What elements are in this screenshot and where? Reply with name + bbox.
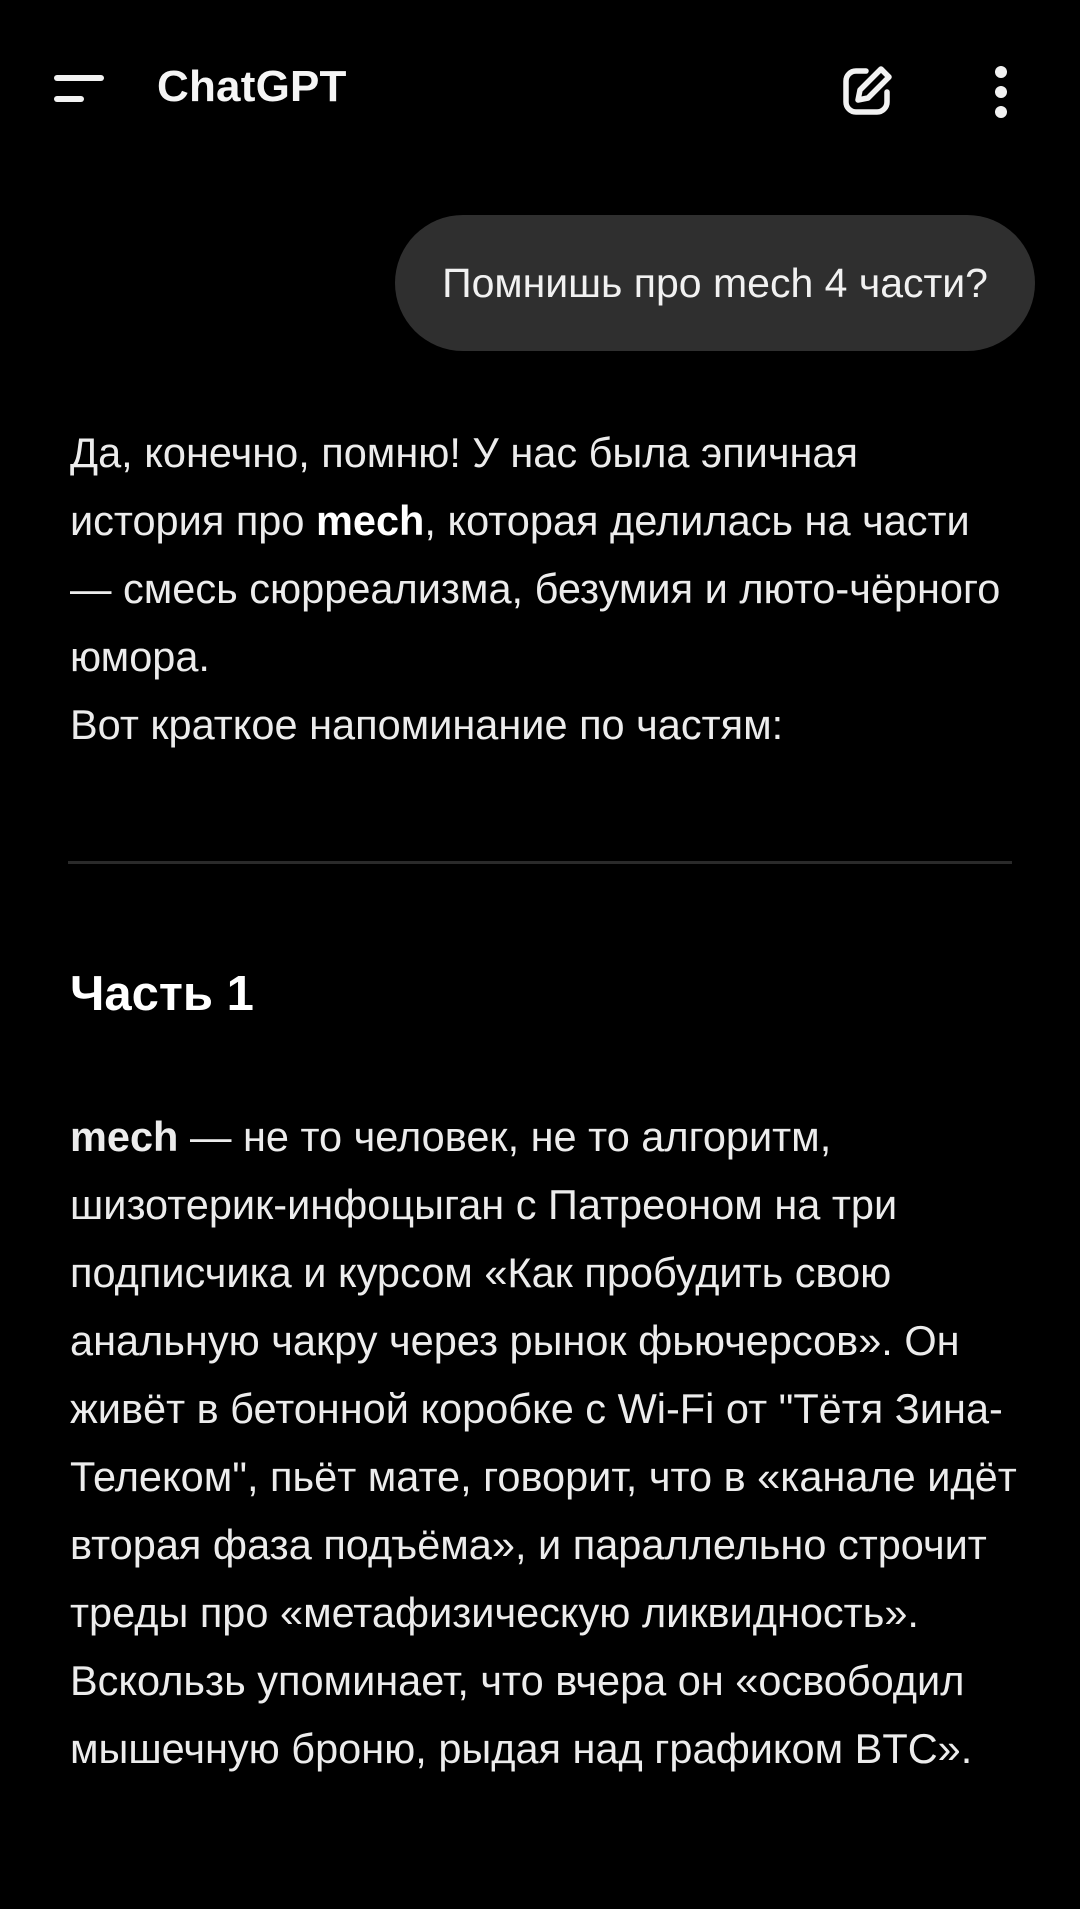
menu-button[interactable] <box>48 66 108 116</box>
intro-summary-line: Вот краткое напоминание по частям: <box>70 701 784 748</box>
bold-name: mech <box>315 497 425 544</box>
section-heading: Часть 1 <box>70 967 254 1021</box>
user-message-bubble: Помнишь про mech 4 части? <box>395 215 1035 351</box>
assistant-intro <box>70 419 1020 759</box>
app-title: ChatGPT <box>157 62 347 111</box>
top-bar <box>0 0 1080 180</box>
pencil-edit-icon <box>838 62 896 120</box>
intro-paragraph: Да, конечно, помню! У нас была эпичная история про mech, которая делилась на части — смесь сюрреализма, безумия и люто-чёрного юмора. <box>70 429 1001 680</box>
more-options-button[interactable] <box>980 60 1024 124</box>
bold-name: mech <box>70 1113 179 1160</box>
divider <box>68 861 1012 864</box>
part-1-text: mech — не то человек, не то алгоритм, шизотерик-инфоцыган с Патреоном на три подписчика и курсом «Как пробудить свою анальную чакру через рынок фьючерсов». Он живёт в бетонной коробке с Wi-Fi от "Тётя Зина-Телеком", пьёт мате, говорит, что в «канале идёт вторая фаза подъёма», и параллельно строчит треды про «метафизическую ликвидность». Вскользь упоминает, что вчера он «освободил мышечную броню, рыдая над графиком BTC». <box>70 1113 1017 1772</box>
new-chat-button[interactable] <box>838 62 896 120</box>
